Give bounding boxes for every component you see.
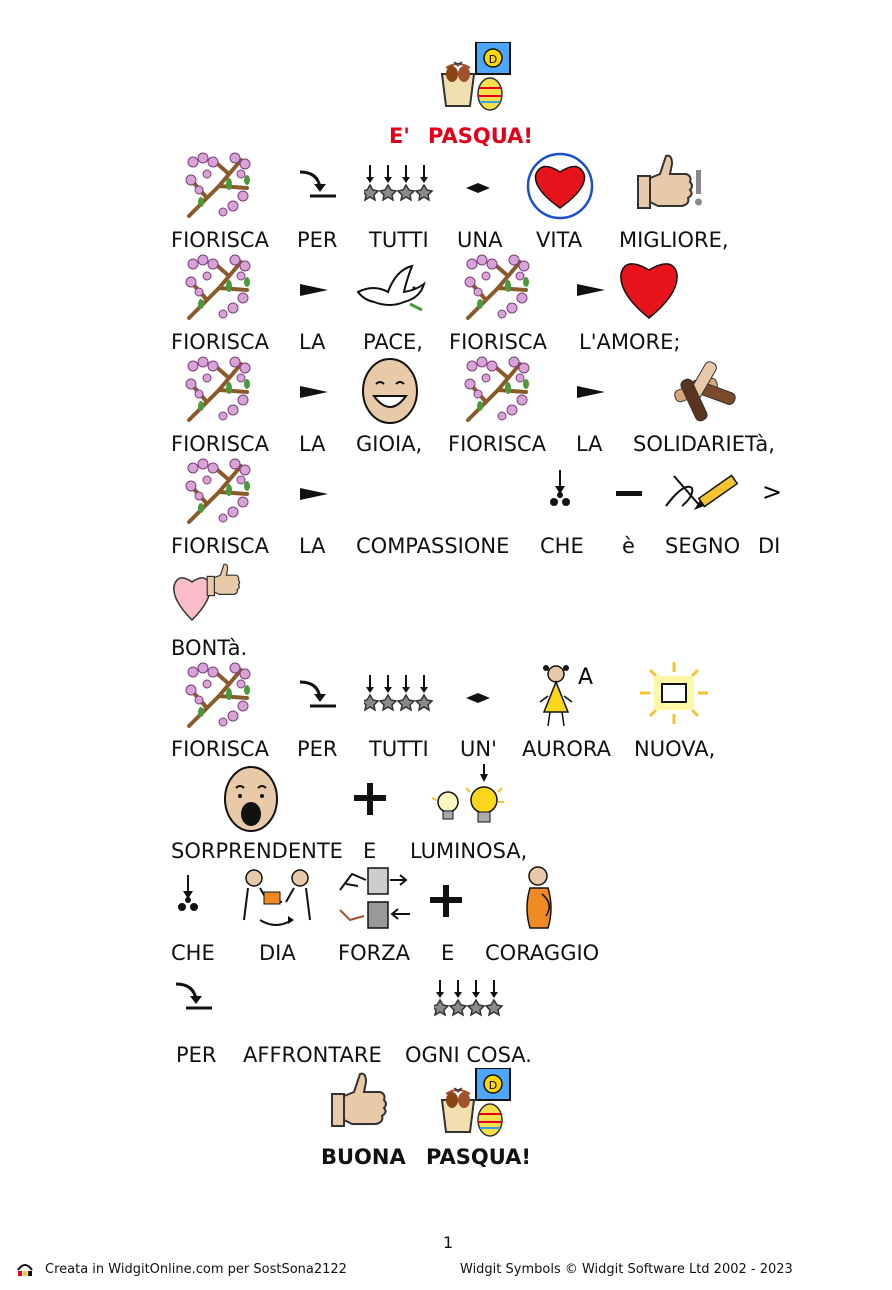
dove-icon: [354, 262, 428, 312]
word: TUTTI: [369, 737, 429, 761]
blossom-tree-icon: [462, 254, 532, 322]
blossom-tree-icon: [183, 356, 253, 424]
la-marker-icon: [300, 282, 330, 298]
word: LA: [299, 432, 326, 456]
word: LA: [576, 432, 603, 456]
che-icon: [176, 875, 202, 915]
widgit-logo-icon: [16, 1260, 34, 1278]
per-arrow-icon: [172, 980, 216, 1014]
word: UN': [460, 737, 497, 761]
che-icon: [548, 470, 574, 510]
word: DI: [758, 534, 781, 558]
footer-left: Creata in WidgitOnline.com per SostSona2122: [45, 1262, 347, 1277]
word: PER: [176, 1043, 217, 1067]
word: FIORISCA: [171, 534, 269, 558]
word: NUOVA,: [634, 737, 716, 761]
all-stars-icon: [434, 980, 506, 1020]
page-number: 1: [443, 1233, 454, 1252]
word: CORAGGIO: [485, 941, 600, 965]
courage-person-icon: [520, 864, 562, 936]
blossom-tree-icon: [183, 152, 253, 220]
give-icon: [240, 866, 314, 932]
not-arrow-icon: [760, 478, 782, 506]
word: OGNI COSA.: [405, 1043, 532, 1067]
thumbs-up-better-icon: [636, 152, 706, 220]
la-marker-icon: [300, 384, 330, 400]
word: PER: [297, 228, 338, 252]
plus-icon: [354, 783, 388, 817]
word: FIORISCA: [449, 330, 547, 354]
word: SORPRENDENTE: [171, 839, 343, 863]
girl-letter: A: [578, 665, 594, 690]
word: GIOIA,: [356, 432, 423, 456]
heart-love-icon: [617, 254, 681, 322]
word: COMPASSIONE: [356, 534, 510, 558]
una-marker-icon: [466, 690, 492, 706]
la-marker-icon: [300, 486, 330, 502]
blossom-tree-icon: [183, 662, 253, 730]
new-shine-icon: [640, 662, 708, 724]
plus-icon: [430, 885, 464, 919]
una-marker-icon: [466, 180, 492, 196]
blossom-tree-icon: [183, 254, 253, 322]
word: PER: [297, 737, 338, 761]
blossom-tree-icon: [183, 458, 253, 526]
word: è: [622, 534, 635, 558]
word: FIORISCA: [448, 432, 546, 456]
is-dash-icon: [616, 490, 642, 498]
word: FIORISCA: [171, 737, 269, 761]
heart-life-icon: [526, 152, 594, 220]
girl-letter-icon: [538, 662, 602, 730]
word: UNA: [457, 228, 503, 252]
sun-letter: D: [488, 1079, 498, 1092]
title-word-2: PASQUA!: [428, 124, 533, 148]
footer-right: Widgit Symbols © Widgit Software Ltd 2002 - 2023: [460, 1262, 793, 1277]
thumbs-up-icon: [330, 1070, 390, 1134]
word: E: [363, 839, 377, 863]
word: LUMINOSA,: [410, 839, 528, 863]
word: FIORISCA: [171, 228, 269, 252]
word: MIGLIORE,: [619, 228, 729, 252]
word: PACE,: [363, 330, 423, 354]
easter-basket-icon: [440, 1068, 512, 1138]
title-word-1: E': [389, 124, 410, 148]
word: AFFRONTARE: [243, 1043, 382, 1067]
word: FIORISCA: [171, 432, 269, 456]
all-stars-icon: [364, 675, 436, 715]
word: SEGNO: [665, 534, 741, 558]
surprised-face-icon: [222, 764, 280, 834]
per-arrow-icon: [296, 678, 340, 712]
blossom-tree-icon: [462, 356, 532, 424]
word: SOLIDARIETà,: [633, 432, 775, 456]
word: TUTTI: [369, 228, 429, 252]
closing-word-2: PASQUA!: [426, 1145, 531, 1169]
word: LA: [299, 534, 326, 558]
word: DIA: [259, 941, 296, 965]
word: L'AMORE;: [579, 330, 681, 354]
heart-thumb-icon: [170, 560, 242, 624]
la-marker-icon: [577, 384, 607, 400]
sun-letter: D: [488, 53, 498, 66]
word: FIORISCA: [171, 330, 269, 354]
luminous-bulbs-icon: [430, 764, 506, 830]
la-marker-icon: [577, 282, 607, 298]
all-stars-icon: [364, 165, 436, 205]
per-arrow-icon: [296, 168, 340, 202]
joined-hands-icon: [668, 356, 740, 426]
happy-face-icon: [360, 356, 420, 426]
word: AURORA: [522, 737, 611, 761]
word: E: [441, 941, 455, 965]
word: CHE: [540, 534, 584, 558]
closing-word-1: BUONA: [321, 1145, 406, 1169]
word: LA: [299, 330, 326, 354]
word: BONTà.: [171, 636, 248, 660]
not-arrow-glyph: >: [762, 478, 782, 506]
strength-icon: [336, 864, 412, 934]
easter-basket-icon: [440, 42, 512, 112]
word: VITA: [536, 228, 583, 252]
sign-pencil-icon: [664, 466, 740, 514]
word: CHE: [171, 941, 215, 965]
word: FORZA: [338, 941, 410, 965]
